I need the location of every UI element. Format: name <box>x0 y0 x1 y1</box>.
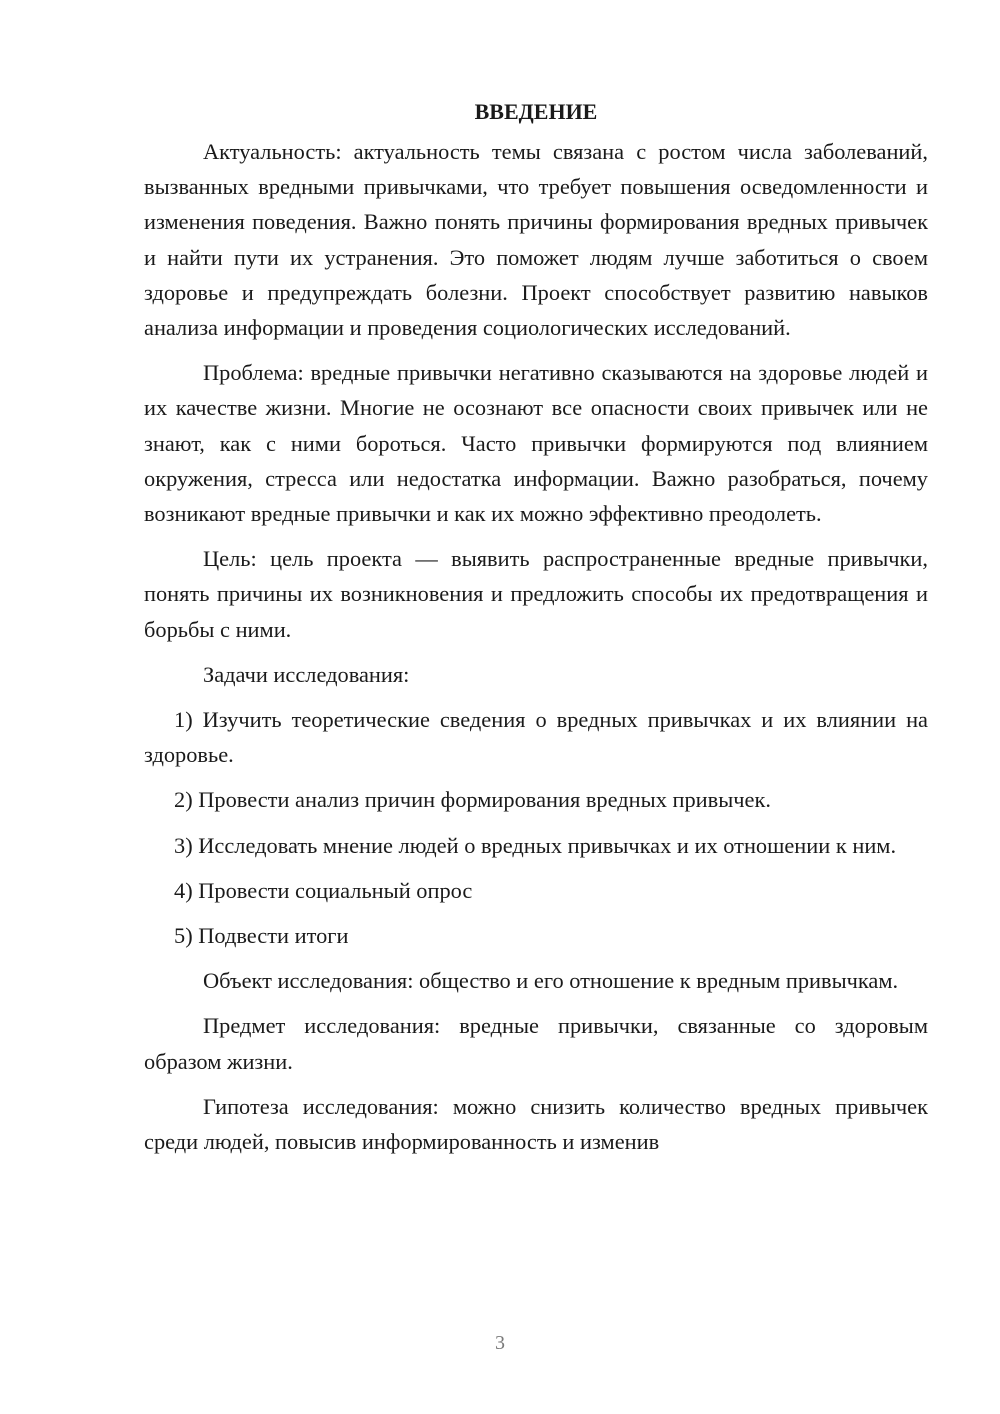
paragraph-object: Объект исследования: общество и его отношение к вредным привычкам. <box>203 968 899 994</box>
paragraph-subject: Предмет исследования: вредные привычки, связанные со здоровым образом жизни. <box>144 1013 928 1074</box>
task-item: 3) Исследовать мнение людей о вредных привычках и их отношении к ним. <box>174 832 897 858</box>
page-number: 3 <box>495 1332 505 1354</box>
task-item: 5) Подвести итоги <box>174 923 349 949</box>
task-item: 1) Изучить теоретические сведения о вредных привычках и их влиянии на здоровье. <box>144 707 928 768</box>
task-item: 4) Провести социальный опрос <box>174 877 473 903</box>
paragraph-goal: Цель: цель проекта — выявить распространенные вредные привычки, понять причины их возникновения и предложить способы их предотвращения и борьбы с ними. <box>144 546 928 642</box>
task-list <box>144 702 928 953</box>
tasks-heading: Задачи исследования: <box>203 661 410 687</box>
task-item: 2) Провести анализ причин формирования вредных привычек. <box>174 787 771 813</box>
paragraph-hypothesis: Гипотеза исследования: можно снизить количество вредных привычек среди людей, повысив информированность и изменив <box>144 1093 928 1155</box>
page-title: ВВЕДЕНИЕ <box>474 99 598 124</box>
paragraph-relevance: Актуальность: актуальность темы связана с ростом числа заболеваний, вызванных вредными привычками, что требует повышения осведомленности и изменения поведения. Важно понять причины формирования вредных привычек и найти пути их устранения. Это поможет людям лучше заботиться о своем здоровье и предупреждать болезни. Проект способствует развитию навыков анализа информации и проведения социологических исследований. <box>144 139 928 341</box>
page-content <box>144 96 928 1169</box>
paragraph-problem: Проблема: вредные привычки негативно сказываются на здоровье людей и их качестве жизни. Многие не осознают все опасности своих привычек или не знают, как с ними бороться. Часто привычки формируются под влиянием окружения, стресса или недостатка информации. Важно разобраться, почему возникают вредные привычки и как их можно эффективно преодолеть. <box>144 360 928 527</box>
